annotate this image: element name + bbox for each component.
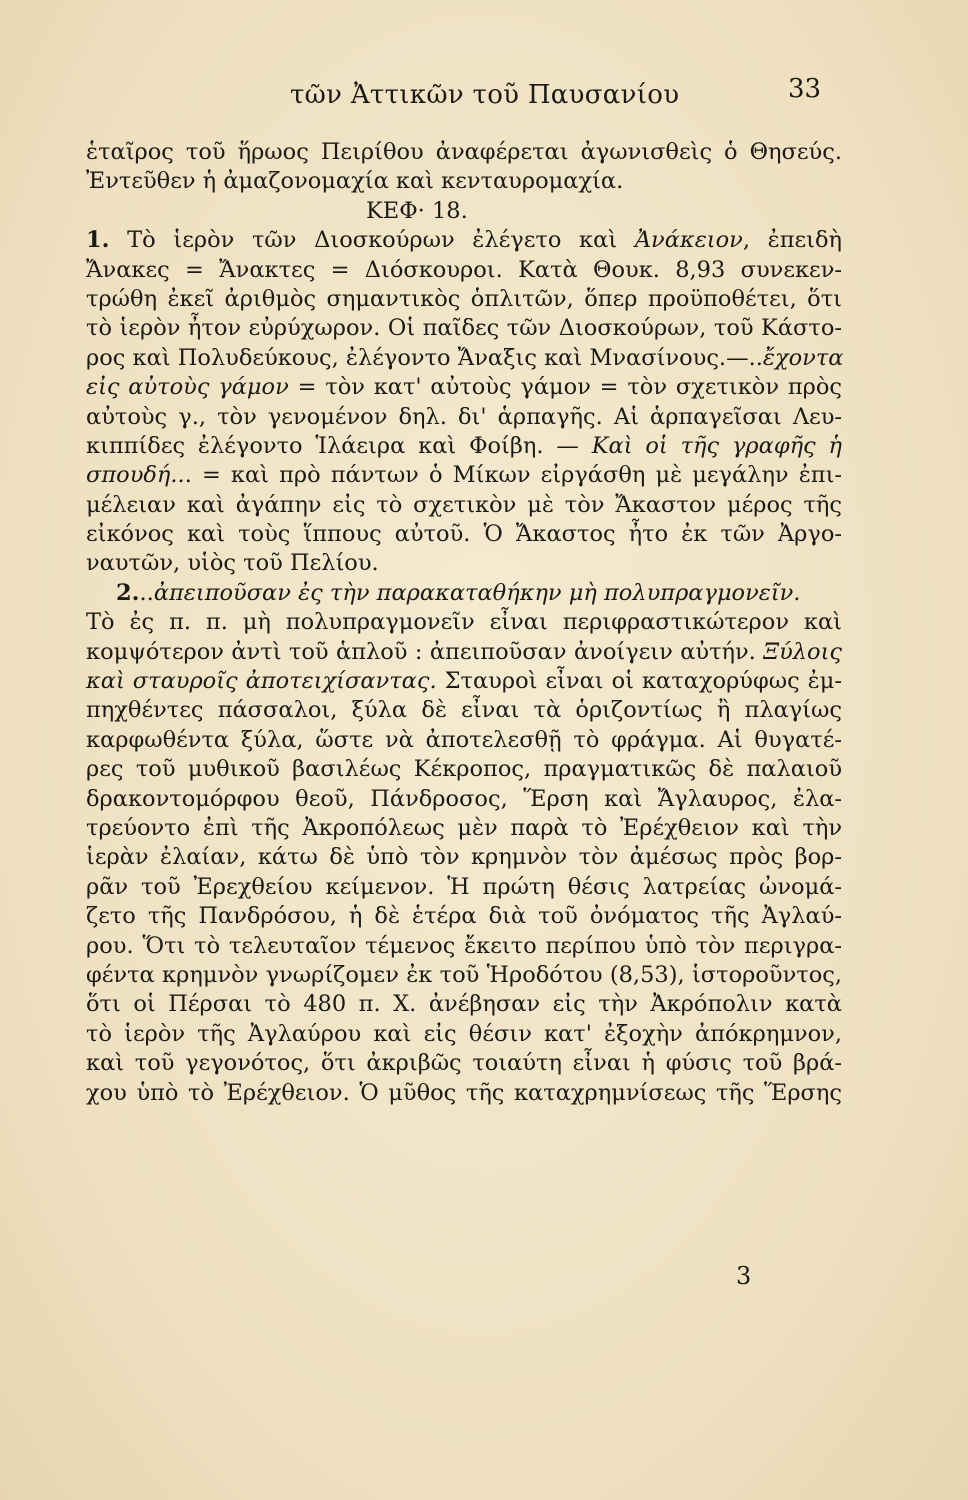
text-line: ἑταῖρος τοῦ ἥρωος Πειρίθου ἀναφέρεται ἀγωνισθεὶς ὁ Θησεύς.: [86, 139, 842, 165]
text-line: εἰκόνος καὶ τοὺς ἵππους αὐτοῦ. Ὁ Ἄκαστος ἦτο ἐκ τῶν Ἀργο-: [86, 521, 842, 548]
signature-mark: 3: [736, 1262, 752, 1290]
text-line: δρακοντομόρφου θεοῦ, Πάνδροσος, Ἕρση καὶ Ἄγλαυρος, ἐλα-: [86, 785, 842, 812]
text-line: τρεύοντο ἐπὶ τῆς Ἀκροπόλεως μὲν παρὰ τὸ Ἐρέχθειον καὶ τὴν: [86, 814, 842, 841]
chapter-heading: ΚΕΦ· 18.: [366, 197, 468, 224]
text-line: Ἐντεῦθεν ἡ ἀμαζονομαχία καὶ κενταυρομαχία.: [86, 168, 624, 195]
text-line: κιππίδες ἐλέγοντο Ἱλάειρα καὶ Φοίβη. — Καὶ οἱ τῆς γραφῆς ἡ: [86, 432, 842, 459]
text-line: καὶ σταυροῖς ἀποτειχίσαντας. Σταυροὶ εἶναι οἱ καταχορύφως ἐμ-: [86, 668, 842, 695]
text-line: φέντα κρημνὸν γνωρίζομεν ἐκ τοῦ Ἡροδότου (8,53), ἱστοροῦντος,: [86, 961, 842, 988]
text-line: ρες τοῦ μυθικοῦ βασιλέως Κέκροπος, πραγματικῶς δὲ παλαιοῦ: [86, 756, 842, 783]
text-line: σπουδή... = καὶ πρὸ πάντων ὁ Μίκων εἰργάσθη μὲ μεγάλην ἐπι-: [86, 462, 842, 489]
text-line: ναυτῶν, υἱὸς τοῦ Πελίου.: [86, 550, 379, 577]
text-line: πηχθέντες πάσσαλοι, ξύλα δὲ εἶναι τὰ ὁριζοντίως ἢ πλαγίως: [86, 697, 842, 724]
text-line: μέλειαν καὶ ἀγάπην εἰς τὸ σχετικὸν μὲ τὸν Ἄκαστον μέρος τῆς: [86, 491, 842, 518]
text-line: τὸ ἱερὸν ἦτον εὐρύχωρον. Οἱ παῖδες τῶν Διοσκούρων, τοῦ Κάστο-: [86, 315, 842, 342]
text-line: Ἄνακες = Ἄνακτες = Διόσκουροι. Κατὰ Θουκ. 8,93 συνεκεν-: [86, 256, 842, 283]
text-line: κομψότερον ἀντὶ τοῦ ἁπλοῦ : ἀπειποῦσαν ἀνοίγειν αὐτήν. Ξύλοις: [86, 638, 842, 665]
page-number: 33: [788, 74, 822, 104]
text-line: Τὸ ἐς π. π. μὴ πολυπραγμονεῖν εἶναι περιφραστικώτερον καὶ: [86, 609, 842, 636]
section-number: 2.: [116, 579, 140, 606]
italic-term: Καὶ οἱ τῆς γραφῆς ἡ: [591, 432, 842, 459]
text-line: ρος καὶ Πολυδεύκους, ἐλέγοντο Ἄναξις καὶ Μνασίνους.—..ἔχοντα: [86, 344, 844, 371]
italic-term: Ἀνάκειον: [634, 227, 743, 254]
text-line: τὸ ἱερὸν τῆς Ἀγλαύρου καὶ εἰς θέσιν κατ' ἐξοχὴν ἀπόκρημνον,: [86, 1020, 842, 1047]
text-line: τρώθη ἐκεῖ ἀριθμὸς σημαντικὸς ὁπλιτῶν, ὅπερ προϋποθέτει, ὅτι: [86, 285, 842, 312]
running-title: τῶν Ἀττικῶν τοῦ Παυσανίου: [290, 80, 680, 110]
text-line: καρφωθέντα ξύλα, ὥστε νὰ ἀποτελεσθῇ τὸ φράγμα. Αἱ θυγατέ-: [86, 726, 842, 753]
text-line: ὅτι οἱ Πέρσαι τὸ 480 π. Χ. ἀνέβησαν εἰς τὴν Ἀκρόπολιν κατὰ: [86, 991, 842, 1018]
italic-term: εἰς αὐτοὺς γάμον: [86, 374, 289, 401]
body-text: [86, 138, 842, 1108]
text-line: αὐτοὺς γ., τὸν γενομένον δηλ. δι' ἁρπαγῆς. Αἱ ἁρπαγεῖσαι Λευ-: [86, 403, 842, 430]
italic-term: καὶ σταυροῖς ἀποτειχίσαντας.: [86, 668, 437, 695]
text-line: καὶ τοῦ γεγονότος, ὅτι ἀκριβῶς τοιαύτη εἶναι ἡ φύσις τοῦ βρά-: [86, 1050, 842, 1077]
italic-term: ἔχοντα: [762, 344, 844, 371]
text-line: ρᾶν τοῦ Ἐρεχθείου κείμενον. Ἡ πρώτη θέσις λατρείας ὠνομά-: [86, 873, 842, 900]
text-line: ἱερὰν ἐλαίαν, κάτω δὲ ὑπὸ τὸν κρημνὸν τὸν ἀμέσως πρὸς βορ-: [86, 844, 842, 871]
text-line: χου ὑπὸ τὸ Ἐρέχθειον. Ὁ μῦθος τῆς καταχρημνίσεως τῆς Ἕρσης: [86, 1079, 842, 1106]
italic-term: Ξύλοις: [763, 638, 842, 665]
text-line: 1. Τὸ ἱερὸν τῶν Διοσκούρων ἐλέγετο καὶ Ἀνάκειον, ἐπειδὴ: [86, 227, 842, 254]
text-line: 2...ἀπειποῦσαν ἐς τὴν παρακαταθήκην μὴ πολυπραγμονεῖν.: [116, 579, 801, 606]
text-line: εἰς αὐτοὺς γάμον = τὸν κατ' αὐτοὺς γάμον = τὸν σχετικὸν πρὸς: [86, 374, 843, 401]
text-line: ρου. Ὅτι τὸ τελευταῖον τέμενος ἔκειτο περίπου ὑπὸ τὸν περιγρα-: [86, 932, 842, 959]
italic-term: ἀπειποῦσαν ἐς τὴν παρακαταθήκην μὴ πολυπραγμονεῖν.: [153, 579, 801, 606]
text-line: ζετο τῆς Πανδρόσου, ἡ δὲ ἑτέρα διὰ τοῦ ὀνόματος τῆς Ἀγλαύ-: [86, 903, 842, 930]
page-header: [0, 74, 968, 120]
section-number: 1.: [86, 227, 110, 254]
italic-term: σπουδή..: [86, 462, 185, 489]
